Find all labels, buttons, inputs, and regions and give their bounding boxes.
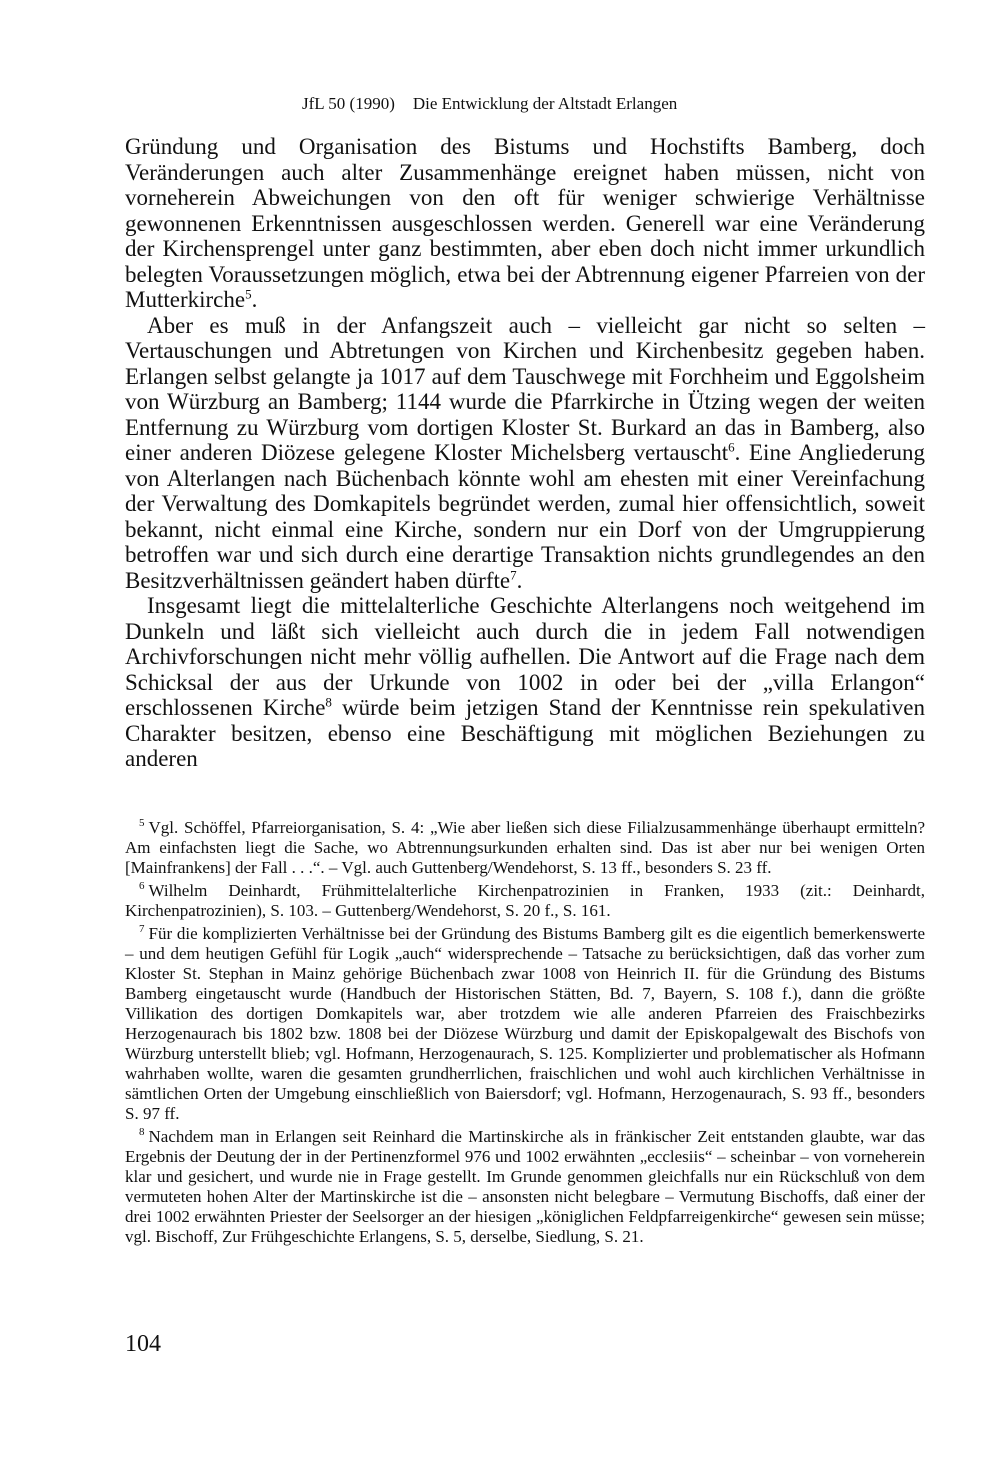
- footnote-ref-8[interactable]: 8: [325, 694, 332, 710]
- running-header: [302, 93, 762, 115]
- footnote-5: [125, 818, 925, 878]
- main-text: [125, 134, 925, 772]
- footnotes-section: [125, 818, 925, 1250]
- paragraph-2-end: .: [516, 567, 523, 593]
- footnote-number: 5: [139, 817, 145, 830]
- footnote-text: Für die komplizierten Verhältnisse bei der Gründung des Bistums Bamberg gilt es die eigentlich bemerkenswerte – und dem heutigen Gefühl für Logik „auch“ widersprechende – Tatsache zu berücksichtigen, daß das vorher zum Kloster St. Stephan in Mainz gehörige Büchenbach zwar 1008 von Heinrich II. für die Gründung des Bistums Bamberg eingetauscht wurde (Handbuch der Historischen Stätten, Bd. 7, Bayern, S. 108 f.), dann die größte Villikation des dortigen Domkapitels war, aber trotzdem wie alle anderen Pfarreien des Fraischbezirks Herzogenaurach bis 1802 bzw. 1808 bei der Diözese Würzburg und damit der Episkopalgewalt des Bischofs von Würzburg unterstellt blieb; vgl. Hofmann, Herzogenaurach, S. 125. Komplizierter und problematischer als Hofmann wahrhaben wollte, waren die gesamten grundherrlichen, fraischlichen und wohl auch kirchlichen Verhältnisse in sämtlichen Orten der Umgebung einschließlich von Baiersdorf; vgl. Hofmann, Herzogenaurach, S. 93 ff., besonders S. 97 ff.: [125, 924, 925, 1123]
- footnote-7: [125, 924, 925, 1124]
- footnote-number: 7: [139, 923, 145, 936]
- paragraph-3: [125, 593, 925, 772]
- paragraph-2: [125, 313, 925, 594]
- footnote-ref-5[interactable]: 5: [245, 286, 252, 302]
- footnote-ref-6[interactable]: 6: [728, 439, 735, 455]
- footnote-number: 8: [139, 1126, 145, 1139]
- journal-reference: JfL 50 (1990): [302, 94, 395, 113]
- footnote-6: [125, 881, 925, 921]
- paragraph-3-text-a: Insgesamt liegt die mittelalterliche Geschichte Alterlangens noch weitgehend im Dunkeln und läßt sich vielleicht auch durch die in jedem Fall notwendigen Archivforschungen nicht mehr völlig aufhellen. Die Antwort auf die Frage nach dem Schicksal der aus der Urkunde von 1002 in oder bei der „villa Erlangon“ erschlossenen Kirche: [125, 593, 925, 720]
- article-title: Die Entwicklung der Altstadt Erlangen: [412, 94, 678, 113]
- paragraph-1-text: Gründung und Organisation des Bistums und Hochstifts Bamberg, doch Veränderungen auch alter Zusammenhänge ereignet haben müssen, nicht von vorneherein Abweichungen von den oft für weniger schwierige Verhältnisse gewonnenen Erkenntnissen ausgeschlossen werden. Generell war eine Veränderung der Kirchensprengel unter ganz bestimmten, aber eben doch nicht immer urkundlich belegten Voraussetzungen möglich, etwa bei der Abtrennung eigener Pfarreien von der Mutterkirche: [125, 134, 925, 312]
- paragraph-1: [125, 134, 925, 313]
- page-number: 104: [125, 1331, 161, 1357]
- footnote-text: Wilhelm Deinhardt, Frühmittelalterliche Kirchenpatrozinien in Franken, 1933 (zit.: Deinhardt, Kirchenpatrozinien), S. 103. – Guttenberg/Wendehorst, S. 20 f., S. 161.: [125, 881, 925, 920]
- footnote-text: Nachdem man in Erlangen seit Reinhard die Martinskirche als in fränkischer Zeit entstanden glaubte, war das Ergebnis der Deutung der in der Pertinenzformel 976 und 1002 erwähnten „ecclesiis“ – scheinbar – von vorneherein klar und gesichert, und wurde nie in Frage gestellt. Im Grunde genommen gleichfalls nur ein Rückschluß von dem vermuteten hohen Alter der Martinskirche ist die – ansonsten nicht belegbare – Vermutung Bischoffs, daß einer der drei 1002 erwähnten Priester der Seelsorger an der hiesigen „königlichen Feldpfarreigenkirche“ gewesen sein müsse; vgl. Bischoff, Zur Frühgeschichte Erlangens, S. 5, derselbe, Siedlung, S. 21.: [125, 1127, 925, 1246]
- paragraph-2-text-a: Aber es muß in der Anfangszeit auch – vielleicht gar nicht so selten – Vertauschungen und Abtretungen von Kirchen und Kirchenbesitz gegeben haben. Erlangen selbst gelangte ja 1017 auf dem Tauschwege mit Forchheim und Eggolsheim von Würzburg an Bamberg; 1144 wurde die Pfarrkirche in Ützing wegen der weiten Entfernung zu Würzburg vom dortigen Kloster St. Burkard an das in Bamberg, also einer anderen Diözese gelegene Kloster Michelsberg vertauscht: [125, 312, 925, 465]
- footnote-number: 6: [139, 880, 145, 893]
- paragraph-2-text-b: . Eine Angliederung von Alterlangen nach Büchenbach könnte wohl am ehesten mit einer Vereinfachung der Verwaltung des Domkapitels begründet werden, zumal hier offensichtlich, soweit bekannt, nicht einmal eine Kirche, sondern nur ein Dorf von der Umgruppierung betroffen war und sich durch eine derartige Transaktion nichts grundlegendes an den Besitzverhältnissen geändert haben dürfte: [125, 440, 925, 593]
- footnote-ref-7[interactable]: 7: [510, 566, 517, 582]
- footnote-text: Vgl. Schöffel, Pfarreiorganisation, S. 4: „Wie aber ließen sich diese Filialzusammenhänge überhaupt ermitteln? Am einfachsten liegt die Sache, wo Abtrennungsurkunden erhalten sind. Das ist aber nur bei wenigen Orten [Mainfrankens] der Fall . . .“. – Vgl. auch Guttenberg/Wendehorst, S. 13 ff., besonders S. 23 ff.: [125, 818, 925, 877]
- footnote-8: [125, 1127, 925, 1247]
- paragraph-3-text-b: würde beim jetzigen Stand der Kenntnisse rein spekulativen Charakter besitzen, ebenso eine Beschäftigung mit möglichen Beziehungen zu anderen: [125, 695, 926, 771]
- paragraph-1-end: .: [251, 287, 258, 312]
